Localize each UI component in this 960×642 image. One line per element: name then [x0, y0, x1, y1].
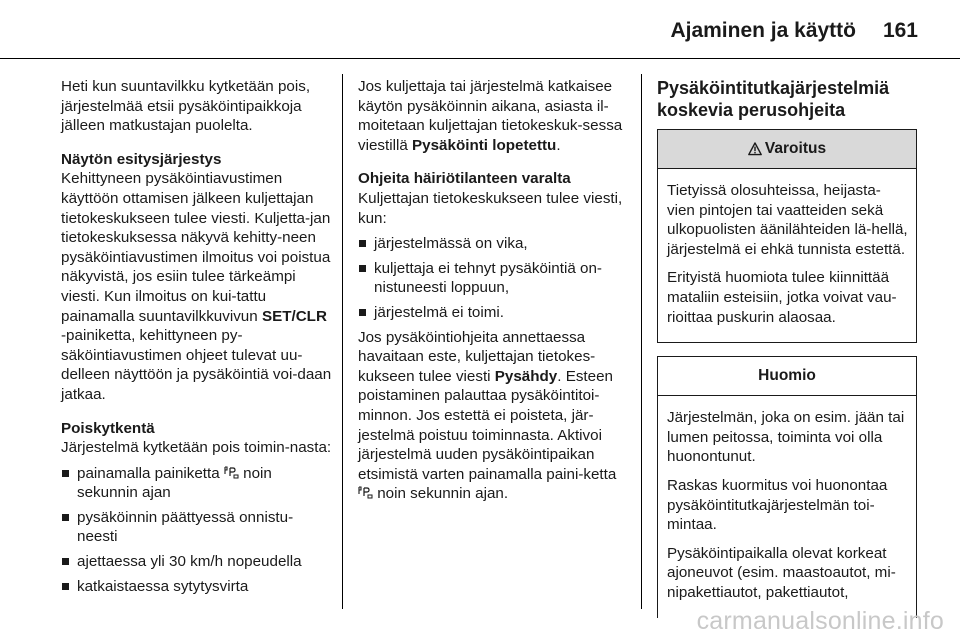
column-3 [657, 77, 919, 628]
column-divider-1 [342, 74, 343, 609]
warning-title: Varoitus [764, 140, 827, 158]
warning-paragraph: Erityistä huomiota tulee kiinnittää mataliin esteisiin, jotka voivat vau-rioittaa puskurin alaosaa. [667, 269, 897, 326]
fault-list [358, 234, 628, 322]
warning-triangle-icon [748, 142, 762, 156]
watermark: carmanualsonline.info [696, 607, 944, 635]
stop-message: Pysähdy [494, 367, 558, 385]
bullet-icon [62, 470, 69, 477]
page-number: 161 [882, 19, 918, 42]
warning-box [657, 129, 917, 343]
list-item: kuljettaja ei tehnyt pysäköintiä on-nistuneesti loppuun, [358, 259, 628, 298]
note-title: Huomio [758, 367, 816, 385]
note-box [657, 356, 917, 617]
display-order-paragraph [61, 169, 333, 404]
list-item: järjestelmässä on vika, [358, 234, 628, 254]
bullet-icon [359, 309, 366, 316]
note-box-header [658, 357, 916, 396]
switch-off-paragraph: Järjestelmä kytketään pois toimin-nasta: [61, 439, 332, 457]
bullet-icon [62, 558, 69, 565]
park-assist-button-icon [358, 486, 373, 499]
bullet-icon [359, 240, 366, 247]
parking-stopped-message: Pysäköinti lopetettu [412, 136, 557, 154]
set-clr-label: SET/CLR [261, 307, 327, 325]
note-paragraph: Raskas kuormitus voi huonontaa pysäköintitutkajärjestelmän toi-mintaa. [667, 476, 888, 534]
display-order-heading: Näytön esitysjärjestys [61, 150, 222, 168]
list-item: katkaistaessa sytytysvirta [61, 577, 333, 597]
warning-box-body [658, 169, 916, 342]
note-paragraph: Järjestelmän, joka on esim. jään tai lumen peitossa, toiminta voi olla huonontunut. [667, 409, 905, 466]
bullet-icon [62, 583, 69, 590]
list-item: ajettaessa yli 30 km/h nopeudella [61, 552, 333, 572]
bullet-icon [359, 265, 366, 272]
switch-off-list [61, 464, 333, 597]
abort-paragraph: Jos kuljettaja tai järjestelmä katkaisee käytön pysäköinnin aikana, asiasta il-moitetaan kuljettajan tietokeskuk-sessa viestillä Pysäköinti lopetettu. [358, 78, 623, 154]
intro-paragraph: Heti kun suuntavilkku kytketään pois, järjestelmää etsii pysäköintipaikkoja jälleen matkustajan puolelta. [61, 78, 311, 135]
obstacle-paragraph: Jos pysäköintiohjeita annettaessa havaitaan este, kuljettajan tietokes-kukseen tulee viesti Pysähdy. Esteen poistaminen palauttaa pysäköintitoi-minnon. Jos estettä ei poisteta, jär-jestelmä poistuu toiminnasta. Aktivoi järjestelmä uuden pysäköintipaikan etsimistä varten painamalla paini-ketta noin sekunnin ajan. [358, 328, 617, 503]
list-item: painamalla painiketta noin sekunnin ajan [61, 464, 333, 503]
column-divider-2 [641, 74, 642, 609]
section-title: Pysäköintitutkajärjestelmiä koskevia perusohjeita [657, 78, 890, 120]
warning-paragraph: Tietyissä olosuhteissa, heijasta-vien pintojen tai vaatteiden sekä ulkopuolisten äänilähteiden lä-hellä, järjestelmä ei ehkä tunnista estettä. [667, 182, 908, 258]
warning-box-header [658, 130, 916, 169]
page-header [0, 0, 960, 58]
note-paragraph: Pysäköintipaikalla olevat korkeat ajoneuvot (esim. maastoautot, mi-nipakettiautot, pakettiautot, [667, 544, 896, 601]
chapter-title: Ajaminen ja käyttö [670, 19, 856, 42]
switch-off-heading: Poiskytkentä [61, 419, 155, 437]
bullet-icon [62, 514, 69, 521]
note-box-body [658, 396, 916, 617]
display-text-1: Kehittyneen pysäköintiavustimen käyttöön ottamisen jälkeen kuljettajan tietokeskukseen tulee viesti. Kuljetta-jan tietokeskuksessa näkyvä kehitty-neen pysäköintiavustimen ilmoitus voi poistua näkyvistä, jos esiin tulee tärkeämpi viesti. Kun ilmoitus on kui-tattu painamalla suuntavilkkuvivun [61, 170, 331, 325]
display-text-2: -painiketta, kehittyneen py-säköintiavustimen ohjeet tulevat uu-delleen näyttöön ja pysäköintiä voi-daan jatkaa. [61, 327, 332, 403]
fault-paragraph: Kuljettajan tietokeskukseen tulee viesti, kun: [358, 189, 623, 227]
list-item: pysäköinnin päättyessä onnistu-neesti [61, 508, 333, 547]
park-assist-button-icon [224, 466, 239, 479]
column-2 [358, 77, 628, 518]
fault-heading: Ohjeita häiriötilanteen varalta [358, 170, 571, 188]
header-divider [0, 58, 960, 59]
list-item: järjestelmä ei toimi. [358, 303, 628, 323]
column-1 [61, 77, 333, 601]
